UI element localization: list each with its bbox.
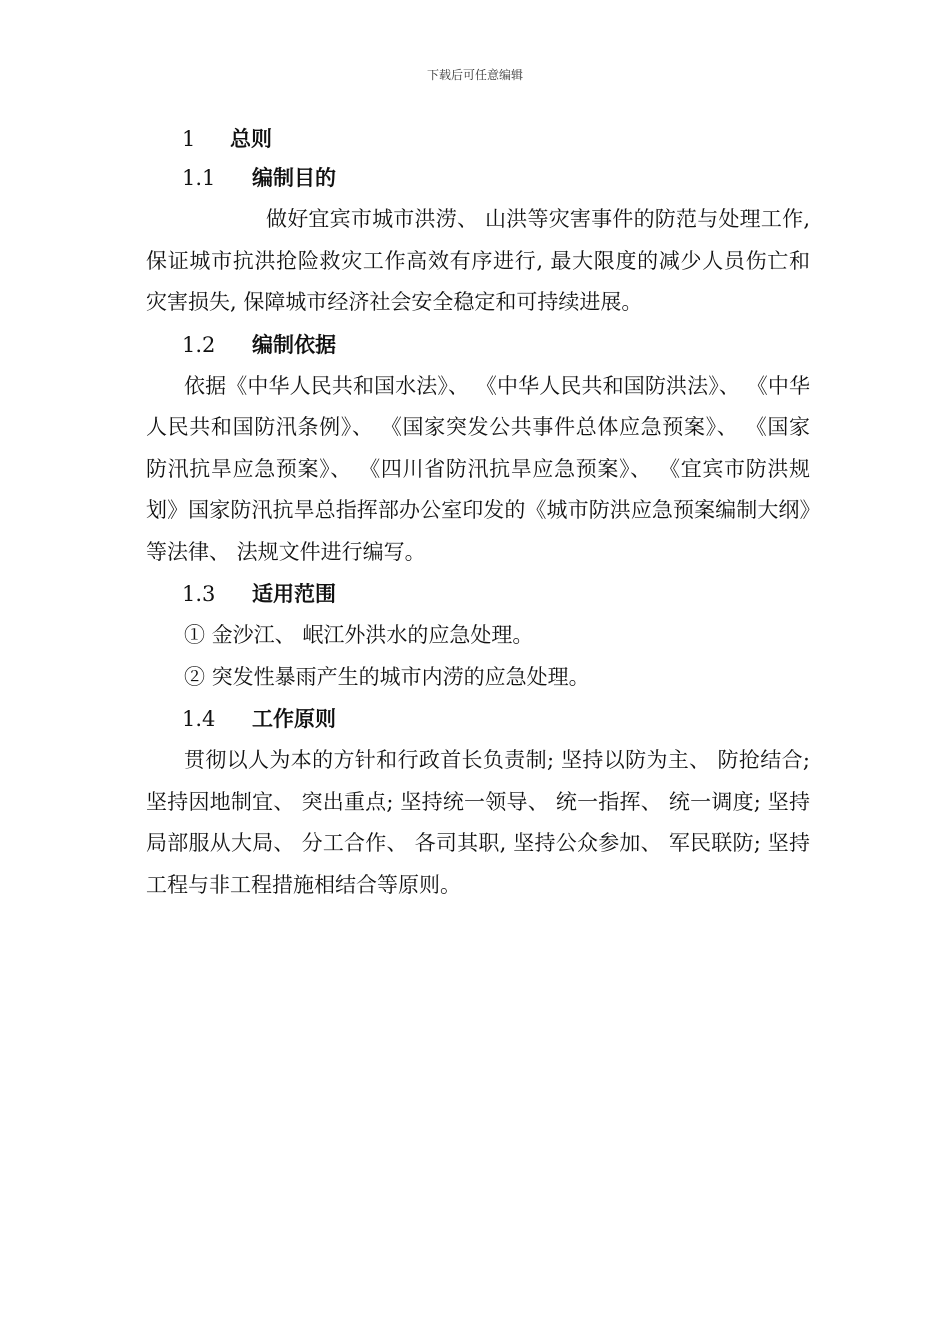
section-title: 总则 xyxy=(230,126,272,151)
section-title: 编制目的 xyxy=(252,165,336,190)
section-heading-1-4 xyxy=(146,698,810,740)
list-item: ① 金沙江、 岷江外洪水的应急处理。 xyxy=(184,623,534,647)
paragraph-basis: 依据《中华人民共和国水法》、 《中华人民共和国防洪法》、 《中华人民共和国防汛条例》、 《国家突发公共事件总体应急预案》、 《国家防汛抗旱应急预案》、 《四川省防汛抗旱应急预案》、 《宜宾市防洪规划》国家防汛抗旱总指挥部办公室印发的《城市防洪应急预案编制大纲》等法律、 法规文件进行编写。 xyxy=(146,373,810,564)
section-heading-1-3 xyxy=(146,573,810,615)
section-heading-1-2 xyxy=(146,324,810,366)
paragraph-principles: 贯彻以人为本的方针和行政首长负责制; 坚持以防为主、 防抢结合; 坚持因地制宜、 突出重点; 坚持统一领导、 统一指挥、 统一调度; 坚持局部服从大局、 分工合作、 各司其职, 坚持公众参加、 军民联防; 坚持工程与非工程措施相结合等原则。 xyxy=(146,748,810,897)
section-number: 1 xyxy=(182,127,196,151)
section-number: 1.2 xyxy=(182,332,216,357)
paragraph-purpose: 做好宜宾市城市洪涝、 山洪等灾害事件的防范与处理工作, 保证城市抗洪抢险救灾工作高效有序进行, 最大限度的减少人员伤亡和灾害损失, 保障城市经济社会安全稳定和可持续进展。 xyxy=(146,207,810,314)
list-item: ② 突发性暴雨产生的城市内涝的应急处理。 xyxy=(184,664,590,689)
section-number: 1.4 xyxy=(182,707,216,731)
section-number: 1.3 xyxy=(182,582,216,606)
section-heading-1-1 xyxy=(146,157,810,199)
section-number: 1.1 xyxy=(182,166,216,190)
header-note: 下载后可任意编辑 xyxy=(426,68,523,82)
section-title: 适用范围 xyxy=(252,581,336,606)
document-body xyxy=(146,120,810,906)
section-title: 工作原则 xyxy=(252,706,336,731)
section-heading-1 xyxy=(146,120,810,157)
section-title: 编制依据 xyxy=(252,331,336,357)
